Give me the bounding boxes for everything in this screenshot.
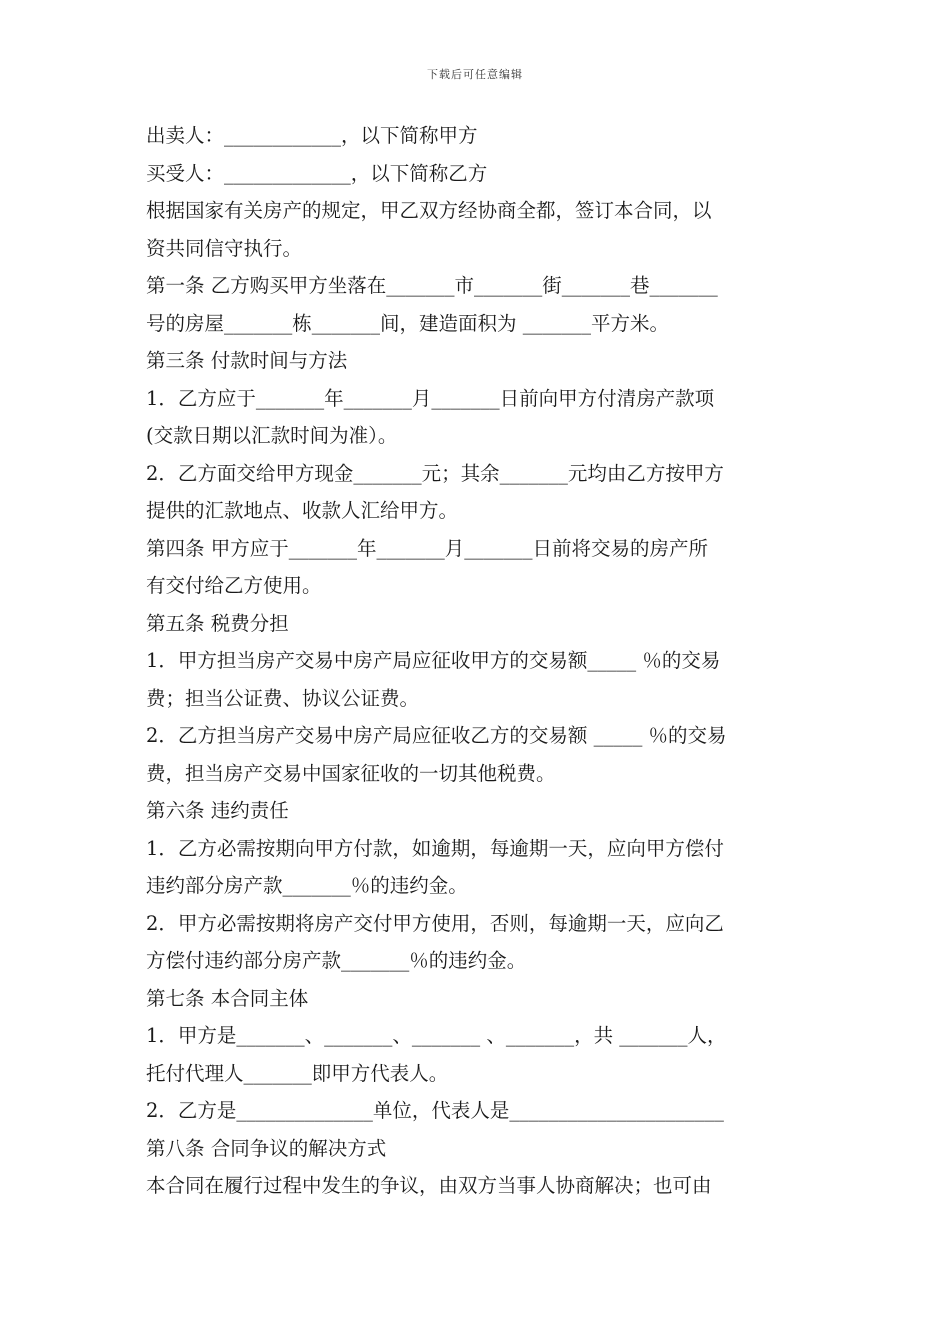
seller-line: 出卖人：____________，以下简称甲方: [146, 124, 478, 147]
preamble-line-1: 根据国家有关房产的规定，甲乙双方经协商全都，签订本合同，以: [146, 199, 712, 222]
article-4-line-1: 第四条 甲方应于_______年_______月_______日前将交易的房产所: [146, 536, 708, 560]
article-3-heading: 第三条 付款时间与方法: [146, 349, 348, 372]
article-7-item-2: 2．乙方是______________单位，代表人是______________________: [146, 1099, 724, 1122]
article-6-item-2-line-2: 方偿付违约部分房产款_______％的违约金。: [146, 949, 527, 972]
article-3-item-2-line-1: 2．乙方面交给甲方现金_______元；其余_______元均由乙方按甲方: [146, 461, 724, 485]
article-5-item-2-line-2: 费，担当房产交易中国家征收的一切其他税费。: [146, 761, 556, 785]
article-1-line-1: 第一条 乙方购买甲方坐落在_______市_______街_______巷_______: [146, 274, 718, 297]
article-8-heading: 第八条 合同争议的解决方式: [146, 1136, 387, 1160]
article-6-item-2-line-1: 2．甲方必需按期将房产交付甲方使用，否则，每逾期一天，应向乙: [146, 911, 724, 935]
article-3-item-1-line-1: 1．乙方应于_______年_______月_______日前向甲方付清房产款项: [146, 386, 715, 410]
article-8-line-1: 本合同在履行过程中发生的争议，由双方当事人协商解决；也可由: [146, 1174, 712, 1197]
article-5-item-1-line-2: 费；担当公证费、协议公证费。: [146, 686, 420, 710]
preamble-line-2: 资共同信守执行。: [146, 236, 303, 260]
article-1-line-2: 号的房屋_______栋_______间，建造面积为 _______平方米。: [146, 311, 669, 335]
article-7-item-1-line-2: 托付代理人_______即甲方代表人。: [146, 1061, 449, 1085]
article-3-item-1-line-2: (交款日期以汇款时间为准）。: [146, 424, 398, 447]
article-7-heading: 第七条 本合同主体: [146, 986, 309, 1010]
article-3-item-2-line-2: 提供的汇款地点、收款人汇给甲方。: [146, 499, 459, 522]
page-header: 下载后可任意编辑: [427, 68, 523, 81]
article-6-heading: 第六条 违约责任: [146, 799, 289, 822]
article-5-item-2-line-1: 2．乙方担当房产交易中房产局应征收乙方的交易额 _____ ％的交易: [146, 724, 727, 747]
article-7-item-1-line-1: 1．甲方是_______、_______、_______ 、_______，共 _______人，: [146, 1024, 727, 1047]
article-5-heading: 第五条 税费分担: [146, 611, 289, 635]
article-5-item-1-line-1: 1．甲方担当房产交易中房产局应征收甲方的交易额_____ ％的交易: [146, 649, 721, 672]
article-4-line-2: 有交付给乙方使用。: [146, 574, 322, 597]
contract-body: [146, 117, 816, 1205]
article-6-item-1-line-2: 违约部分房产款_______％的违约金。: [146, 874, 468, 897]
article-6-item-1-line-1: 1．乙方必需按期向甲方付款，如逾期，每逾期一天，应向甲方偿付: [146, 836, 724, 860]
buyer-line: 买受人：_____________，以下简称乙方: [146, 161, 488, 185]
